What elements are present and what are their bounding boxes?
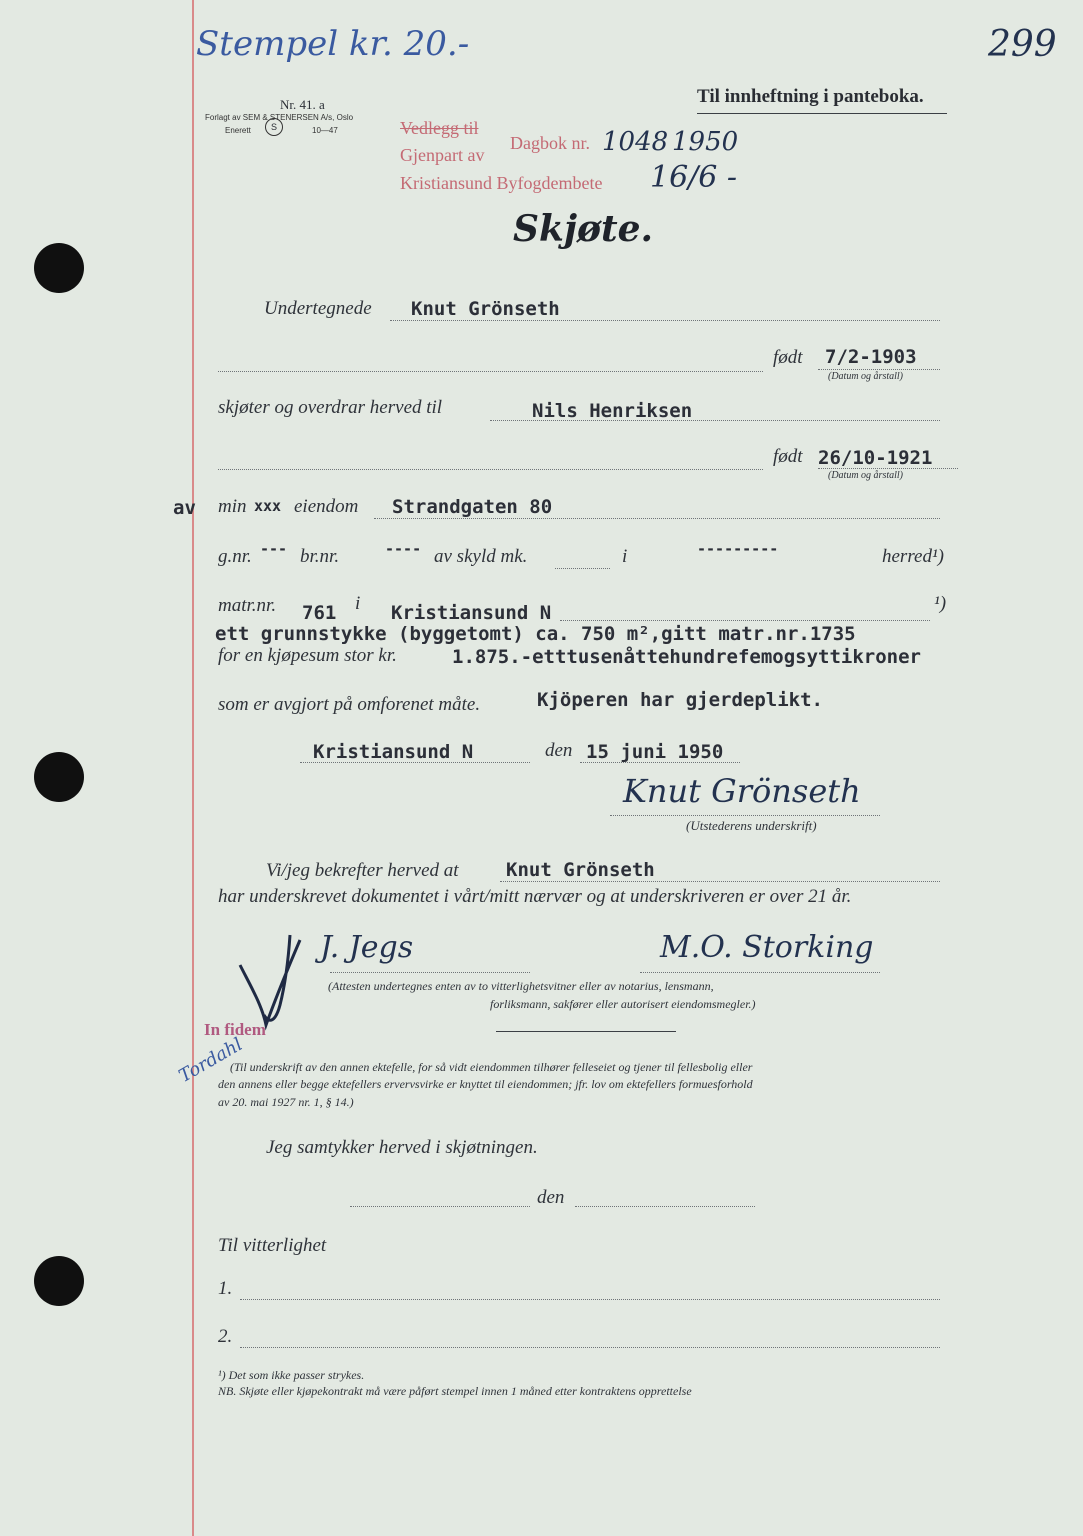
min-crossout: xxx (254, 497, 282, 515)
seller-name: Knut Grönseth (411, 298, 560, 320)
spouse-consent: Jeg samtykker herved i skjøtningen. (266, 1137, 538, 1158)
in-fidem-signature: Tordahl (175, 1033, 247, 1088)
seller-line (390, 320, 940, 321)
matr-place: Kristiansund N (391, 602, 552, 624)
witness2-signature: M.O. Storking (660, 930, 874, 965)
place: Kristiansund N (313, 741, 474, 763)
punch-hole (34, 243, 84, 293)
spouse-note-1: (Til underskrift av den annen ektefelle, for så vidt eiendommen tilhører felleseiet og tjener til fellesbolig eller (230, 1060, 753, 1074)
date-line (580, 762, 740, 763)
page-number: 299 (988, 24, 1057, 65)
price-value: 1.875.-etttusenåttehundrefemogsyttikroner (452, 646, 921, 668)
date: 15 juni 1950 (586, 741, 724, 763)
seller-birth-line (818, 369, 940, 370)
min-label: min (218, 496, 247, 517)
datum-hint: (Datum og årstall) (828, 371, 903, 382)
gnr-label: g.nr. (218, 546, 252, 567)
witness-item-2: 2. (218, 1326, 233, 1347)
i-label: i (622, 546, 628, 567)
datum-hint: (Datum og årstall) (828, 470, 903, 481)
publisher-logo-icon: S (265, 118, 283, 136)
matr-value: 761 (302, 602, 337, 624)
witness1-line (330, 972, 530, 973)
filing-note-underline (697, 113, 947, 114)
issuer-signature-line (610, 815, 880, 816)
witness-item-1-line (240, 1299, 940, 1300)
filing-note: Til innheftning i panteboka. (697, 86, 924, 107)
den-label: den (545, 740, 573, 761)
settled-label: som er avgjort på omforenet måte. (218, 694, 481, 715)
witness-item-1: 1. (218, 1278, 233, 1299)
property-address: Strandgaten 80 (392, 496, 553, 518)
punch-hole (34, 1256, 84, 1306)
issuer-caption: (Utstederens underskrift) (686, 818, 817, 833)
attestation-text: har underskrevet dokumentet i vårt/mitt nærvær og at underskriveren er over 21 år. (218, 886, 852, 907)
skyld-line (555, 568, 610, 569)
transfer-label: skjøter og overdrar herved til (218, 397, 443, 418)
seller-fodt-label: født (773, 347, 803, 368)
footnote-mark: ¹) (934, 593, 947, 614)
spouse-den-label: den (537, 1187, 565, 1208)
place-line (300, 762, 530, 763)
price-label: for en kjøpesum stor kr. (218, 645, 397, 666)
spouse-place-line (350, 1206, 530, 1207)
matr-line (560, 620, 930, 621)
brnr-label: br.nr. (300, 546, 340, 567)
registry-dagbok-number: 1048 (602, 127, 669, 157)
margin-line (192, 0, 194, 1536)
matr-label: matr.nr. (218, 595, 277, 616)
registry-line-office: Kristiansund Byfogdembete (400, 173, 603, 193)
property-line (374, 518, 940, 519)
attestation-note-1: (Attesten undertegnes enten av to vitterlighetsvitner eller av notarius, lensmann, (328, 979, 714, 993)
spouse-signature-line (496, 1031, 676, 1032)
registry-line-vedlegg: Vedlegg til (400, 118, 479, 138)
property-description: ett grunnstykke (byggetomt) ca. 750 m²,gitt matr.nr.1735 (215, 623, 856, 645)
undertegnede-label: Undertegnede (264, 298, 372, 319)
herred-value: --------- (697, 540, 779, 558)
witness-item-2-line (240, 1347, 940, 1348)
publisher-line: Forlagt av SEM & STENERSEN A/s, Oslo (205, 113, 354, 122)
publisher-date: 10—47 (312, 126, 338, 135)
footnote-2: NB. Skjøte eller kjøpekontrakt må være påført stempel innen 1 måned etter kontraktens opprettelse (218, 1384, 692, 1398)
gnr-value: --- (260, 540, 288, 558)
seller-birth: 7/2-1903 (825, 346, 917, 368)
attestation-note-2: forliksmann, sakfører eller autorisert eiendomsmegler.) (490, 997, 756, 1011)
buyer-fodt-label: født (773, 446, 803, 467)
spouse-note-3: av 20. mai 1927 nr. 1, § 14.) (218, 1095, 354, 1109)
registry-year: 1950 (672, 127, 739, 157)
buyer-birth: 26/10-1921 (818, 447, 933, 469)
attestation-name: Knut Grönseth (506, 859, 655, 881)
document-title: Skjøte. (513, 208, 654, 250)
attestation-line (500, 881, 940, 882)
settled-note: Kjöperen har gjerdeplikt. (537, 689, 823, 711)
buyer-name: Nils Henriksen (532, 400, 693, 422)
registry-date: 16/6 - (650, 160, 738, 195)
spouse-note-2: den annens eller begge ektefellers ervervsvirke er knyttet til eiendommen; jfr. lov om ektefellers formuesforhold (218, 1077, 753, 1091)
spouse-date-line (575, 1206, 755, 1207)
witness-section-label: Til vitterlighet (218, 1235, 327, 1256)
attestation-label: Vi/jeg bekrefter herved at (266, 860, 459, 881)
eiendom-label: eiendom (294, 496, 359, 517)
footnote-1: ¹) Det som ikke passer strykes. (218, 1368, 365, 1382)
brnr-value: ---- (385, 540, 422, 558)
registry-line-gjenpart: Gjenpart av (400, 145, 485, 165)
seller-blank-line (218, 371, 763, 372)
witness2-line (640, 972, 880, 973)
issuer-signature: Knut Grönseth (623, 772, 861, 810)
av-prefix: av (173, 497, 196, 519)
witness1-signature: J. Jegs (320, 930, 414, 965)
publisher-enerett: Enerett (225, 126, 251, 135)
matr-i-label: i (355, 593, 361, 614)
stamp-fee-note: Stempel kr. 20.- (196, 24, 470, 64)
form-number: Nr. 41. a (280, 97, 325, 112)
in-fidem-stamp: In fidem (204, 1020, 266, 1039)
registry-dagbok-label: Dagbok nr. (510, 133, 590, 153)
punch-hole (34, 752, 84, 802)
herred-label: herred¹) (882, 546, 944, 567)
skyld-label: av skyld mk. (434, 546, 528, 567)
buyer-blank-line (218, 469, 763, 470)
